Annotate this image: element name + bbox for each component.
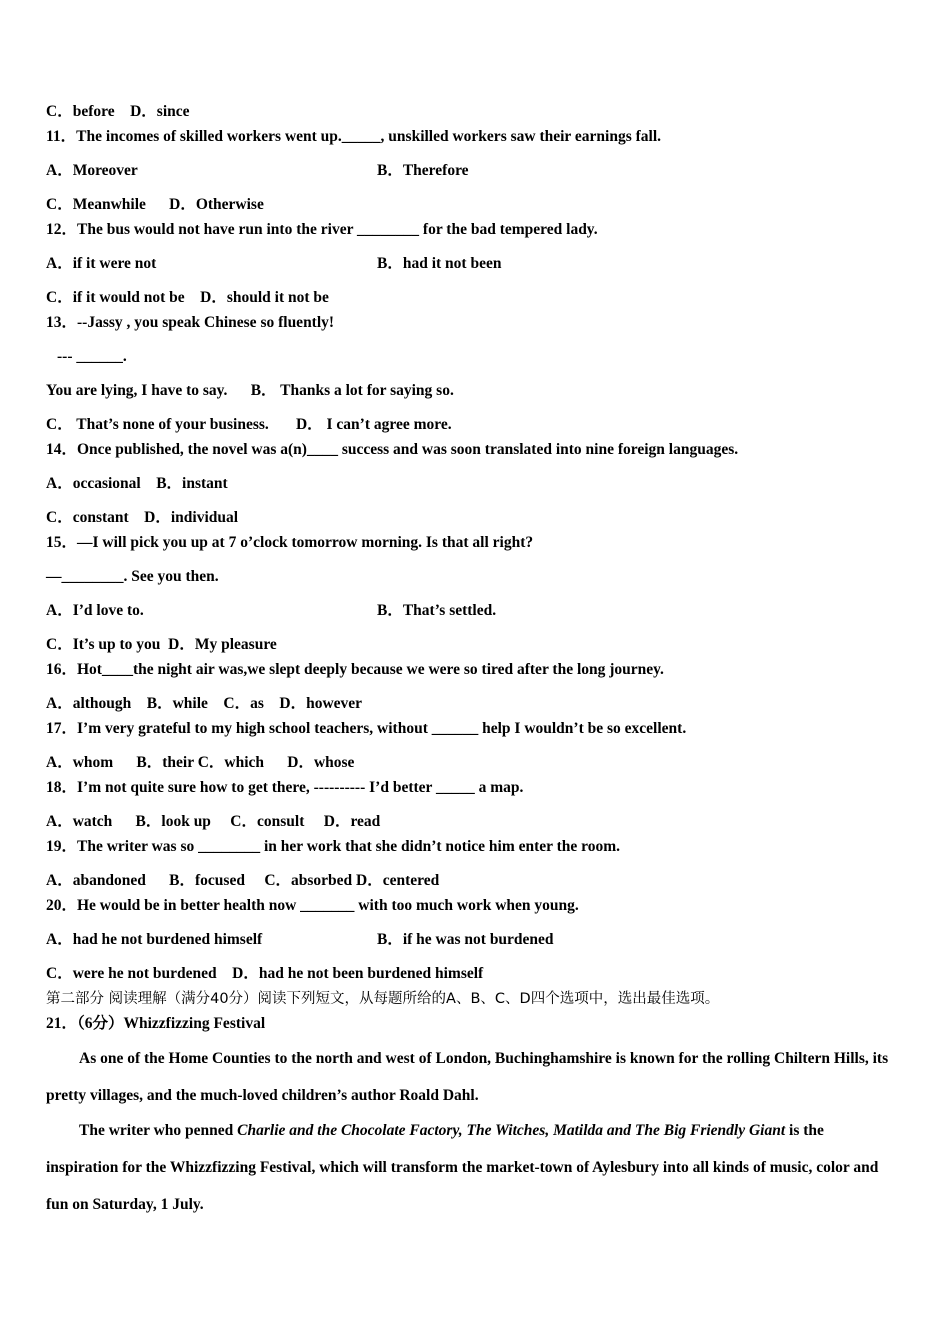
q17-options: A．whom B．their C．which D．whose: [46, 754, 355, 771]
q11-option-b: B．Therefore: [377, 162, 469, 179]
q10-options: [46, 102, 190, 122]
q21-paragraph-2: [46, 1112, 896, 1223]
q15-stem: 15．—I will pick you up at 7 o’clock tomorrow morning. Is that all right?: [46, 534, 534, 551]
q16-options: A．although B．while C．as D．however: [46, 695, 363, 712]
q13-stem: 13．--Jassy , you speak Chinese so fluently!: [46, 314, 335, 331]
q12-option-b: B．had it not been: [377, 255, 502, 272]
q16-stem: 16．Hot____the night air was,we slept deeply because we were so tired after the long journey.: [46, 661, 664, 678]
q12-options-cd: [46, 288, 329, 308]
q21-p2-pre: The writer who penned: [79, 1122, 238, 1139]
section2-heading: 第二部分 阅读理解（满分40分）阅读下列短文，从每题所给的A、B、C、D四个选项中，选出最佳选项。: [46, 991, 720, 1007]
q15-option-b: B．That’s settled.: [377, 602, 497, 619]
q13-options-ab: [46, 381, 454, 401]
q21-p2-books: Charlie and the Chocolate Factory, The Witches, Matilda and The Big Friendly Giant: [237, 1122, 786, 1139]
q13-option-b: B． Thanks a lot for saying so.: [250, 382, 454, 399]
q18-stem: 18．I’m not quite sure how to get there, ---------- I’d better _____ a map.: [46, 779, 524, 796]
q14-option-d: D．individual: [144, 509, 239, 526]
q19-options: A．abandoned B．focused C．absorbed D．centered: [46, 872, 440, 889]
q14-option-a: A．occasional: [46, 475, 141, 492]
q15-option-c: C．It’s up to you: [46, 636, 161, 653]
q13-option-c: C． That’s none of your business.: [46, 416, 269, 433]
q13-option-d: D． I can’t agree more.: [295, 416, 452, 433]
q14-options-ab: [46, 474, 228, 494]
q13-options-cd: [46, 415, 452, 435]
q10-option-c: C．before: [46, 103, 115, 120]
q20-stem: 20．He would be in better health now _______ with too much work when young.: [46, 897, 579, 914]
q15-reply: —________. See you then.: [46, 568, 219, 585]
q10-option-d: D．since: [130, 103, 190, 120]
q15-option-a: A．I’d love to.: [46, 602, 144, 619]
q20-options-cd: [46, 964, 483, 984]
q15-options-cd: [46, 635, 277, 655]
q12-stem: 12．The bus would not have run into the river ________ for the bad tempered lady.: [46, 221, 598, 238]
q11-option-d: D．Otherwise: [169, 196, 264, 213]
q13-option-a: You are lying, I have to say.: [46, 382, 228, 399]
q14-option-c: C．constant: [46, 509, 129, 526]
q14-option-b: B．instant: [156, 475, 228, 492]
q17-stem: 17．I’m very grateful to my high school teachers, without ______ help I wouldn’t be so excellent.: [46, 720, 687, 737]
q13-reply: --- ______.: [57, 348, 127, 365]
q11-options-cd: [46, 195, 264, 215]
q14-options-cd: [46, 508, 238, 528]
q20-option-b: B．if he was not burdened: [377, 931, 554, 948]
q15-options-ab: [46, 601, 896, 621]
q19-stem: 19．The writer was so ________ in her work that she didn’t notice him enter the room.: [46, 838, 621, 855]
q21-title: 21．（6分）Whizzfizzing Festival: [46, 1015, 266, 1032]
q11-stem: 11．The incomes of skilled workers went up._____, unskilled workers saw their earnings fall.: [46, 128, 662, 145]
q20-option-d: D．had he not been burdened himself: [232, 965, 484, 982]
q11-option-c: C．Meanwhile: [46, 196, 146, 213]
q11-option-a: A．Moreover: [46, 162, 138, 179]
q12-option-c: C．if it would not be: [46, 289, 185, 306]
q20-options-ab: [46, 930, 896, 950]
q15-option-d: D．My pleasure: [168, 636, 277, 653]
q11-options-ab: [46, 161, 896, 181]
q12-options-ab: [46, 254, 896, 274]
q21-paragraph-1: As one of the Home Counties to the north and west of London, Buchinghamshire is known for the rolling Chiltern Hills, its pretty villages, and the much-loved children’s author Roald Dahl.: [46, 1050, 889, 1104]
q14-stem: 14．Once published, the novel was a(n)____ success and was soon translated into nine foreign languages.: [46, 441, 739, 458]
q12-option-d: D．should it not be: [200, 289, 329, 306]
q21-p2-post: is the inspiration for the Whizzfizzing Festival, which will transform the market-town of Aylesbury into all kinds of music, color and fun on Saturday, 1 July.: [46, 1122, 879, 1213]
q12-option-a: A．if it were not: [46, 255, 157, 272]
q20-option-c: C．were he not burdened: [46, 965, 217, 982]
q18-options: A．watch B．look up C．consult D．read: [46, 813, 381, 830]
q20-option-a: A．had he not burdened himself: [46, 931, 263, 948]
